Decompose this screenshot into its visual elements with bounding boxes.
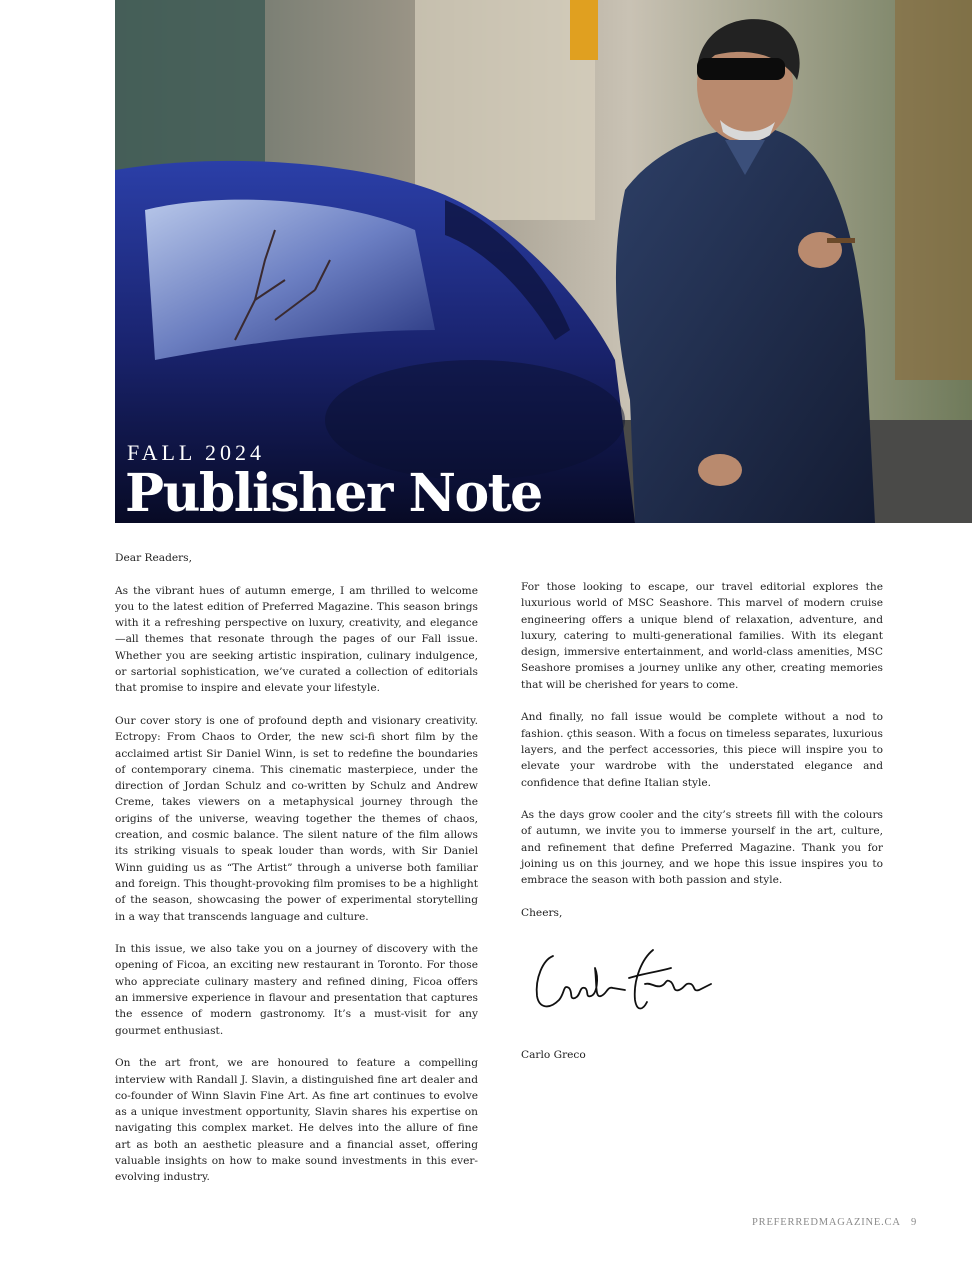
paragraph-fashion: And finally, no fall issue would be complete without a nod to fashion. çthis season. With a focus on timeless separates, luxurious layers, and the perfect accessories, this piece will inspire you to elevate your wardrobe with the understated elegance and confidence that define Italian style. [521, 711, 883, 789]
paragraph-travel: For those looking to escape, our travel editorial explores the luxurious world of MSC Seashore. This marvel of modern cruise engineering offers a unique blend of relaxation, adventure, and luxury, catering to multi-generational families. With its elegant design, immersive entertainment, and world-class amenities, MSC Seashore promises a journey unlike any other, creating memories that will be cherished for years to come. [521, 581, 883, 691]
paragraph-closing: As the days grow cooler and the city’s streets fill with the colours of autumn, we invite you to immerse yourself in the art, culture, and refinement that define Preferred Magazine. Thank you for joining us on this journey, and we hope this issue inspires you to embrace the season with both passion and style. [521, 809, 883, 887]
footer-website: PREFERREDMAGAZINE.CA [752, 1217, 901, 1228]
hero-photo [115, 0, 972, 523]
signature [525, 938, 883, 1025]
closing-line: Cheers, [521, 906, 563, 919]
paragraph-cover-story: Our cover story is one of profound depth and visionary creativity. Ectropy: From Chaos to Order, the new sci-fi short film by the acclaimed artist Sir Daniel Winn, is set to redefine the boundaries of contemporary cinema. This cinematic masterpiece, under the direction of Jordan Schulz and co-written by Schulz and Andrew Creme, takes viewers on a metaphysical journey through the origins of the universe, weaving together the themes of chaos, creation, and cosmic balance. The silent nature of the film allows its striking visuals to speak louder than words, with Sir Daniel Winn guiding us as “The Artist” through a universe both familiar and foreign. This thought-provoking film promises to be a highlight of the season, showcasing the power of experimental storytelling in a way that transcends language and culture. [115, 714, 478, 923]
paragraph-art: On the art front, we are honoured to feature a compelling interview with Randall J. Slavin, a distinguished fine art dealer and co-founder of Winn Slavin Fine Art. As fine art continues to evolve as a unique investment opportunity, Slavin shares his expertise on navigating this complex market. He delves into the allure of fine art as both an aesthetic pleasure and a financial asset, offering valuable insights on how to make sound investments in this ever-evolving industry. [115, 1057, 478, 1184]
signature-image [525, 938, 715, 1020]
letter-left-column [115, 550, 478, 1202]
page-number: 9 [911, 1217, 917, 1228]
salutation: Dear Readers, [115, 552, 192, 564]
paragraph-restaurant: In this issue, we also take you on a journey of discovery with the opening of Ficoa, an exciting new restaurant in Toronto. For those who appreciate culinary mastery and refined dining, Ficoa offers an immersive experience in flavour and presentation that captures the essence of modern gastronomy. It’s a must-visit for any gourmet enthusiast. [115, 943, 478, 1037]
issue-kicker: FALL 2024 [127, 440, 266, 465]
signer-name: Carlo Greco [521, 1048, 586, 1061]
paragraph-intro: As the vibrant hues of autumn emerge, I am thrilled to welcome you to the latest edition of Preferred Magazine. This season brings with it a refreshing perspective on luxury, creativity, and elegance—all themes that resonate through the pages of our Fall issue. Whether you are seeking artistic inspiration, culinary indulgence, or sartorial sophistication, we’ve curated a collection of editorials that promise to inspire and elevate your lifestyle. [115, 584, 478, 695]
page-title: Publisher Note [125, 463, 542, 523]
letter-right-column [521, 579, 883, 1079]
